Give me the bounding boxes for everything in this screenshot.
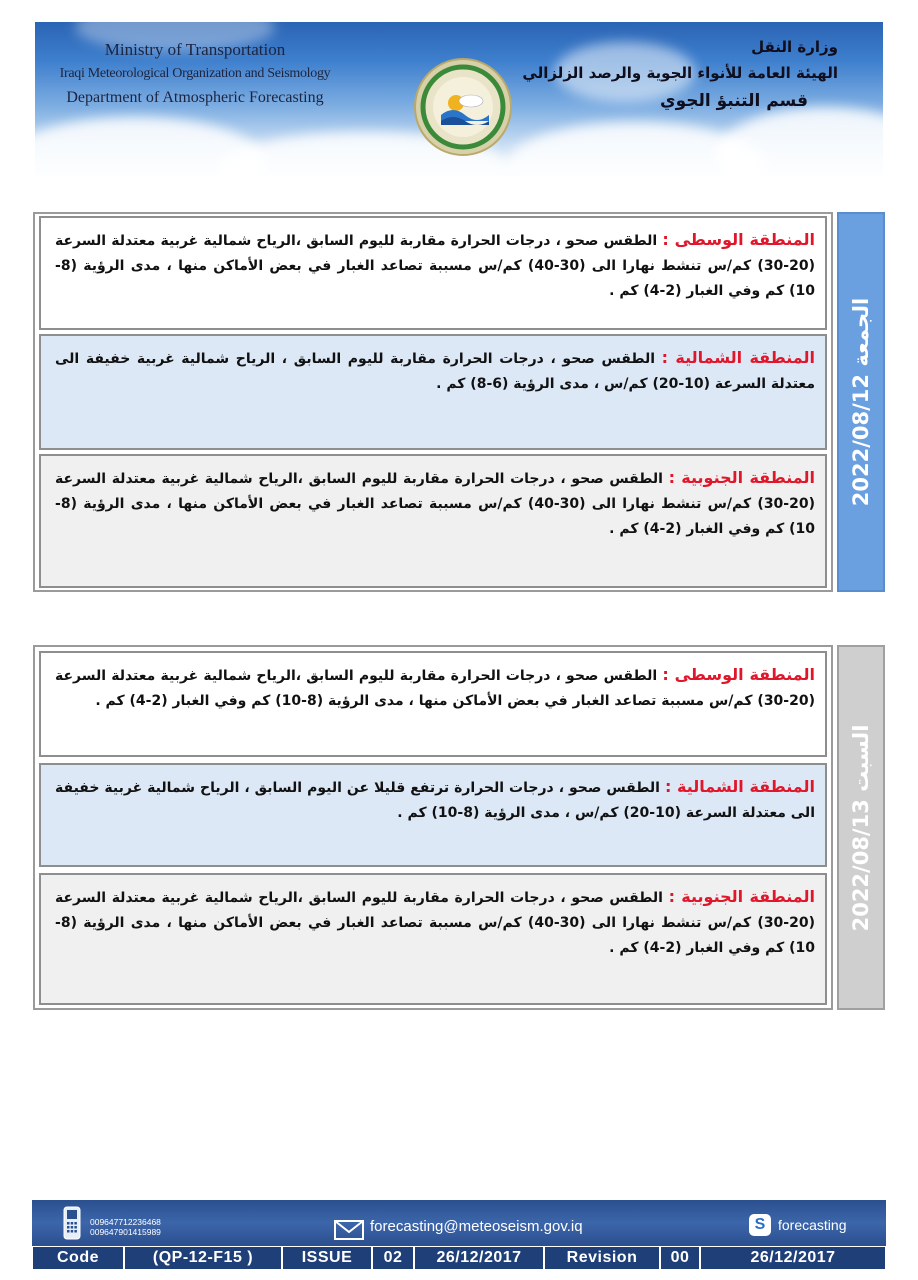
forecast-frame	[33, 645, 833, 1010]
code-cell: (QP-12-F15 )	[124, 1246, 282, 1270]
header-arabic	[522, 34, 838, 116]
region-name: المنطقة الجنوبية :	[668, 468, 816, 487]
date-tab	[837, 645, 885, 1010]
region-forecast-text: الطقس صحو ، درجات الحرارة مقاربة لليوم السابق ،الرياح شمالية غربية معتدلة السرعة (20-30) كم/س تنشط نهارا الى (30-40) كم/س مسببة تصاعد الغبار في بعض الأماكن منها ، مدى الرؤية (8-10) كم وفي الغبار (2-4) كم .	[55, 890, 815, 956]
department-name-ar: قسم التنبؤ الجوي	[660, 91, 808, 111]
region-forecast-text: الطقس صحو ، درجات الحرارة مقاربة لليوم السابق ،الرياح شمالية غربية معتدلة السرعة (20-30) كم/س مسببة تصاعد الغبار في بعض الأماكن منها ، مدى الرؤية (8-10) كم وفي الغبار (2-4) كم .	[55, 668, 815, 709]
code-cell: 00	[660, 1246, 700, 1270]
region-south	[39, 454, 827, 588]
region-central	[39, 216, 827, 330]
forecast-frame	[33, 212, 833, 592]
phone-icon	[62, 1206, 82, 1240]
phone-numbers	[90, 1217, 161, 1237]
code-cell: ISSUE	[282, 1246, 372, 1270]
code-cell: 26/12/2017	[414, 1246, 544, 1270]
organization-seal-icon	[413, 57, 513, 157]
organization-name-ar: الهيئة العامة للأنواء الجوية والرصد الزلزالي	[522, 64, 838, 82]
region-forecast-text: الطقس صحو ، درجات الحرارة مقاربة لليوم السابق ،الرياح شمالية غربية معتدلة السرعة (20-30) كم/س تنشط نهارا الى (30-40) كم/س مسببة تصاعد الغبار في بعض الأماكن منها ، مدى الرؤية (8-10) كم وفي الغبار (2-4) كم .	[55, 471, 815, 537]
email-link[interactable]: forecasting@meteoseism.gov.iq	[370, 1218, 583, 1235]
ministry-name-ar: وزارة النقل	[751, 38, 838, 56]
skype-icon: S	[749, 1214, 771, 1236]
region-forecast-text: الطقس صحو ، درجات الحرارة مقاربة لليوم السابق ، الرياح شمالية غربية خفيفة الى معتدلة السرعة (10-20) كم/س ، مدى الرؤية (6-8) كم .	[55, 351, 815, 392]
date-tab	[837, 212, 885, 592]
region-north	[39, 334, 827, 450]
day-forecast-block	[33, 645, 885, 1010]
organization-name-en: Iraqi Meteorological Organization and Seismology	[59, 66, 331, 81]
region-forecast-text: الطقس صحو ، درجات الحرارة ترتفع قليلا عن اليوم السابق ، الرياح شمالية غربية خفيفة الى معتدلة السرعة (10-20) كم/س ، مدى الرؤية (8-10) كم .	[55, 780, 815, 821]
region-north	[39, 763, 827, 867]
day-forecast-block	[33, 212, 885, 592]
skype-handle[interactable]: forecasting	[778, 1217, 847, 1233]
region-name: المنطقة الشمالية :	[664, 777, 816, 796]
document-code-row	[32, 1246, 886, 1270]
region-name: المنطقة الوسطى :	[662, 665, 816, 684]
region-name: المنطقة الشمالية :	[661, 348, 816, 367]
department-name-en: Department of Atmospheric Forecasting	[66, 89, 324, 106]
region-central	[39, 651, 827, 757]
code-cell: 26/12/2017	[700, 1246, 886, 1270]
date-label: الجمعة 2022/08/12	[849, 297, 873, 507]
code-cell: 02	[372, 1246, 414, 1270]
code-cell: Code	[32, 1246, 124, 1270]
phone-number: 009647712236468	[90, 1217, 161, 1227]
header-english	[45, 38, 345, 110]
header-banner	[35, 22, 883, 176]
region-south	[39, 873, 827, 1005]
date-label: السبت 2022/08/13	[849, 724, 873, 931]
footer	[32, 1200, 886, 1270]
mail-icon	[334, 1220, 364, 1240]
phone-number: 009647901415989	[90, 1227, 161, 1237]
region-name: المنطقة الجنوبية :	[668, 887, 816, 906]
region-forecast-text: الطقس صحو ، درجات الحرارة مقاربة لليوم السابق ،الرياح شمالية غربية معتدلة السرعة (20-30) كم/س تنشط نهارا الى (30-40) كم/س مسببة تصاعد الغبار في بعض الأماكن منها ، مدى الرؤية (8-10) كم وفي الغبار (2-4) كم .	[55, 233, 815, 299]
code-cell: Revision	[544, 1246, 660, 1270]
contact-bar	[32, 1200, 886, 1246]
ministry-name-en: Ministry of Transportation	[104, 40, 286, 59]
region-name: المنطقة الوسطى :	[662, 230, 816, 249]
